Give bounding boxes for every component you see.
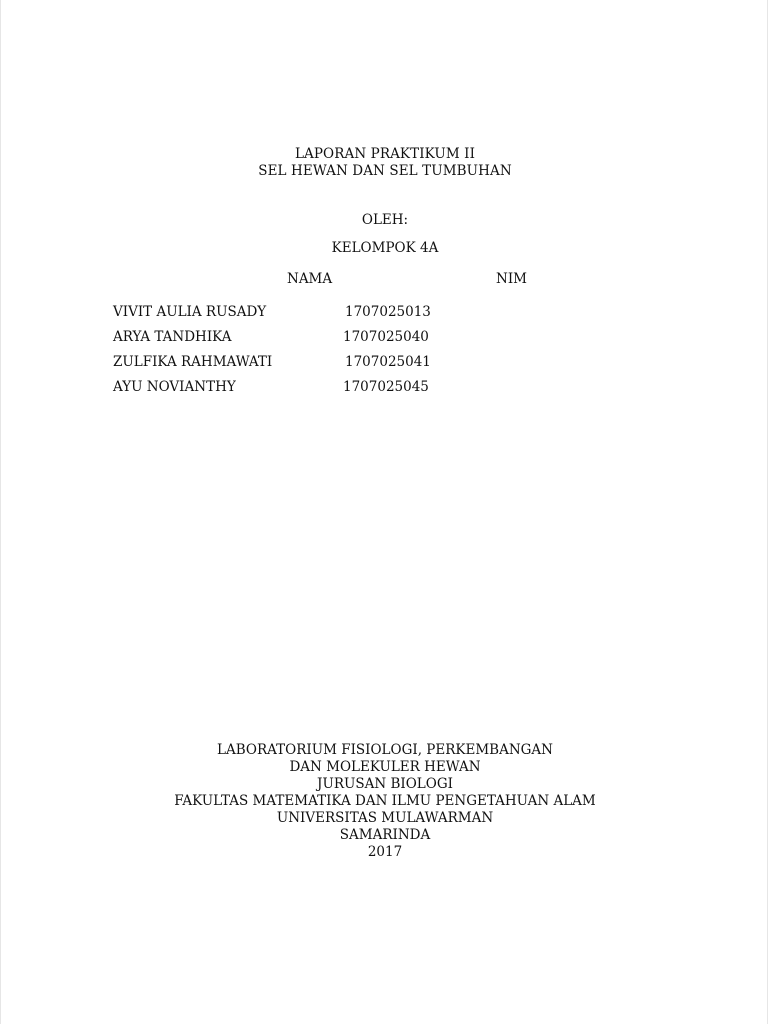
institution-block [1,742,768,861]
member-row [113,379,513,404]
oleh-label: OLEH: [361,212,409,228]
member-row [113,329,513,354]
institution-line: JURUSAN BIOLOGI [317,776,453,792]
member-nim: 1707025041 [345,354,431,370]
member-nim: 1707025040 [343,329,429,345]
institution-line: LABORATORIUM FISIOLOGI, PERKEMBANGAN [217,742,553,758]
member-list [113,304,513,404]
title-line-2: SEL HEWAN DAN SEL TUMBUHAN [258,163,512,179]
column-header-nama: NAMA [287,271,333,287]
member-name: ARYA TANDHIKA [113,329,232,345]
member-nim: 1707025013 [345,304,431,320]
report-title [1,146,768,180]
member-row [113,354,513,379]
title-line-1: LAPORAN PRAKTIKUM II [294,146,476,162]
member-nim: 1707025045 [343,379,429,395]
institution-line: SAMARINDA [339,827,431,843]
member-name: VIVIT AULIA RUSADY [113,304,267,320]
institution-line: UNIVERSITAS MULAWARMAN [276,810,494,826]
member-name: ZULFIKA RAHMAWATI [113,354,273,370]
member-row [113,304,513,329]
institution-year: 2017 [367,844,403,860]
group-label: KELOMPOK 4A [331,240,439,256]
institution-line: FAKULTAS MATEMATIKA DAN ILMU PENGETAHUAN ALAM [174,793,596,809]
column-header-nim: NIM [496,271,527,287]
member-name: AYU NOVIANTHY [113,379,236,395]
institution-line: DAN MOLEKULER HEWAN [289,759,481,775]
